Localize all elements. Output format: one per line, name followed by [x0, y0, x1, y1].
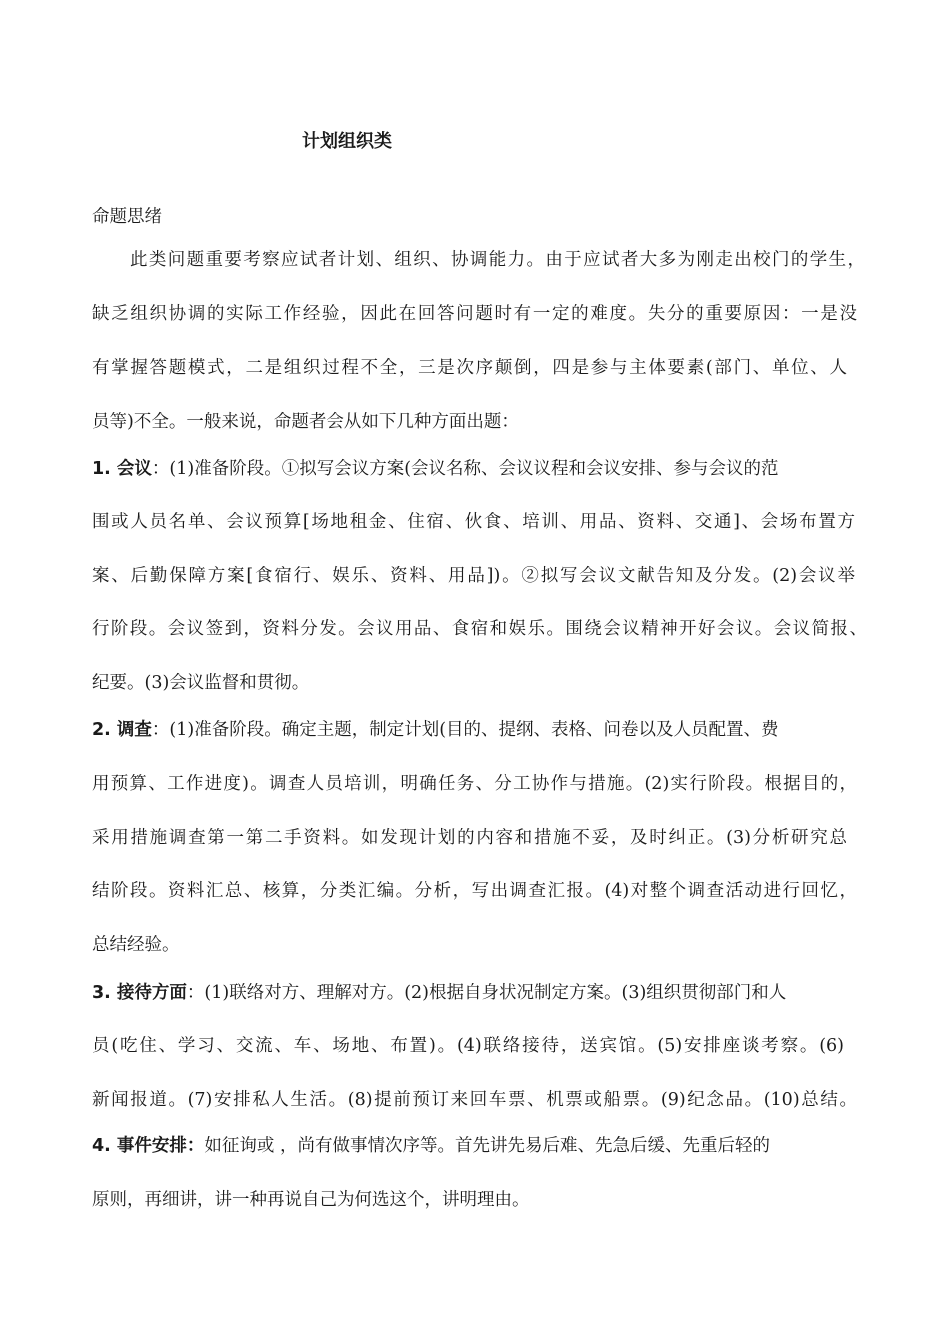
item-line: 采用措施调查第一第二手资料。如发现计划的内容和措施不妥，及时纠正。(3)分析研究总	[92, 828, 847, 848]
item-text: ：(1)准备阶段。①拟写会议方案(会议名称、会议议程和会议安排、参与会议的范	[151, 459, 779, 479]
intro-line: 此类问题重要考察应试者计划、组织、协调能力。由于应试者大多为刚走出校门的学生，	[130, 250, 865, 270]
intro-line: 员等)不全。一般来说，命题者会从如下几种方面出题：	[92, 412, 519, 432]
item-heading: 2. 调查	[92, 720, 152, 740]
item-2	[92, 716, 779, 741]
item-text: 如征询或 ，尚有做事情次序等。首先讲先易后难、先急后缓、先重后轻的	[204, 1136, 770, 1156]
page-title: 计划组织类	[302, 131, 392, 152]
intro-line: 缺乏组织协调的实际工作经验，因此在回答问题时有一定的难度。失分的重要原因：一是没	[92, 304, 857, 324]
item-text: ：(1)联络对方、理解对方。(2)根据自身状况制定方案。(3)组织贯彻部门和人	[186, 983, 787, 1003]
item-line: 员(吃住、学习、交流、车、场地、布置)。(4)联络接待，送宾馆。(5)安排座谈考察。(6)	[92, 1036, 844, 1056]
item-line: 行阶段。会议签到，资料分发。会议用品、食宿和娱乐。围绕会议精神开好会议。会议简报、	[92, 619, 867, 639]
item-3	[92, 979, 786, 1004]
item-heading: 1. 会议	[92, 459, 152, 479]
item-line: 用预算、工作进度)。调查人员培训，明确任务、分工协作与措施。(2)实行阶段。根据目的，	[92, 774, 857, 794]
item-line: 新闻报道。(7)安排私人生活。(8)提前预订来回车票、机票或船票。(9)纪念品。(10)总结。	[92, 1090, 857, 1110]
item-line: 案、后勤保障方案[食宿行、娱乐、资料、用品])。②拟写会议文献告知及分发。(2)会议举	[92, 566, 855, 586]
item-line: 结阶段。资料汇总、核算，分类汇编。分析，写出调查汇报。(4)对整个调查活动进行回忆，	[92, 881, 857, 901]
item-line: 围或人员名单、会议预算[场地租金、住宿、伙食、培训、用品、资料、交通]、会场布置方	[92, 512, 855, 532]
item-1	[92, 455, 779, 480]
section-label: 命题思绪	[92, 207, 162, 227]
item-line: 总结经验。	[92, 935, 180, 955]
intro-line: 有掌握答题模式，二是组织过程不全，三是次序颠倒，四是参与主体要素(部门、单位、人	[92, 358, 847, 378]
item-line: 纪要。(3)会议监督和贯彻。	[92, 673, 310, 693]
item-line: 原则，再细讲，讲一种再说自己为何选这个，讲明理由。	[92, 1190, 530, 1210]
item-heading: 4. 事件安排：	[92, 1136, 205, 1156]
item-heading: 3. 接待方面	[92, 983, 187, 1003]
item-4	[92, 1132, 770, 1157]
item-text: ：(1)准备阶段。确定主题，制定计划(目的、提纲、表格、问卷以及人员配置、费	[151, 720, 779, 740]
